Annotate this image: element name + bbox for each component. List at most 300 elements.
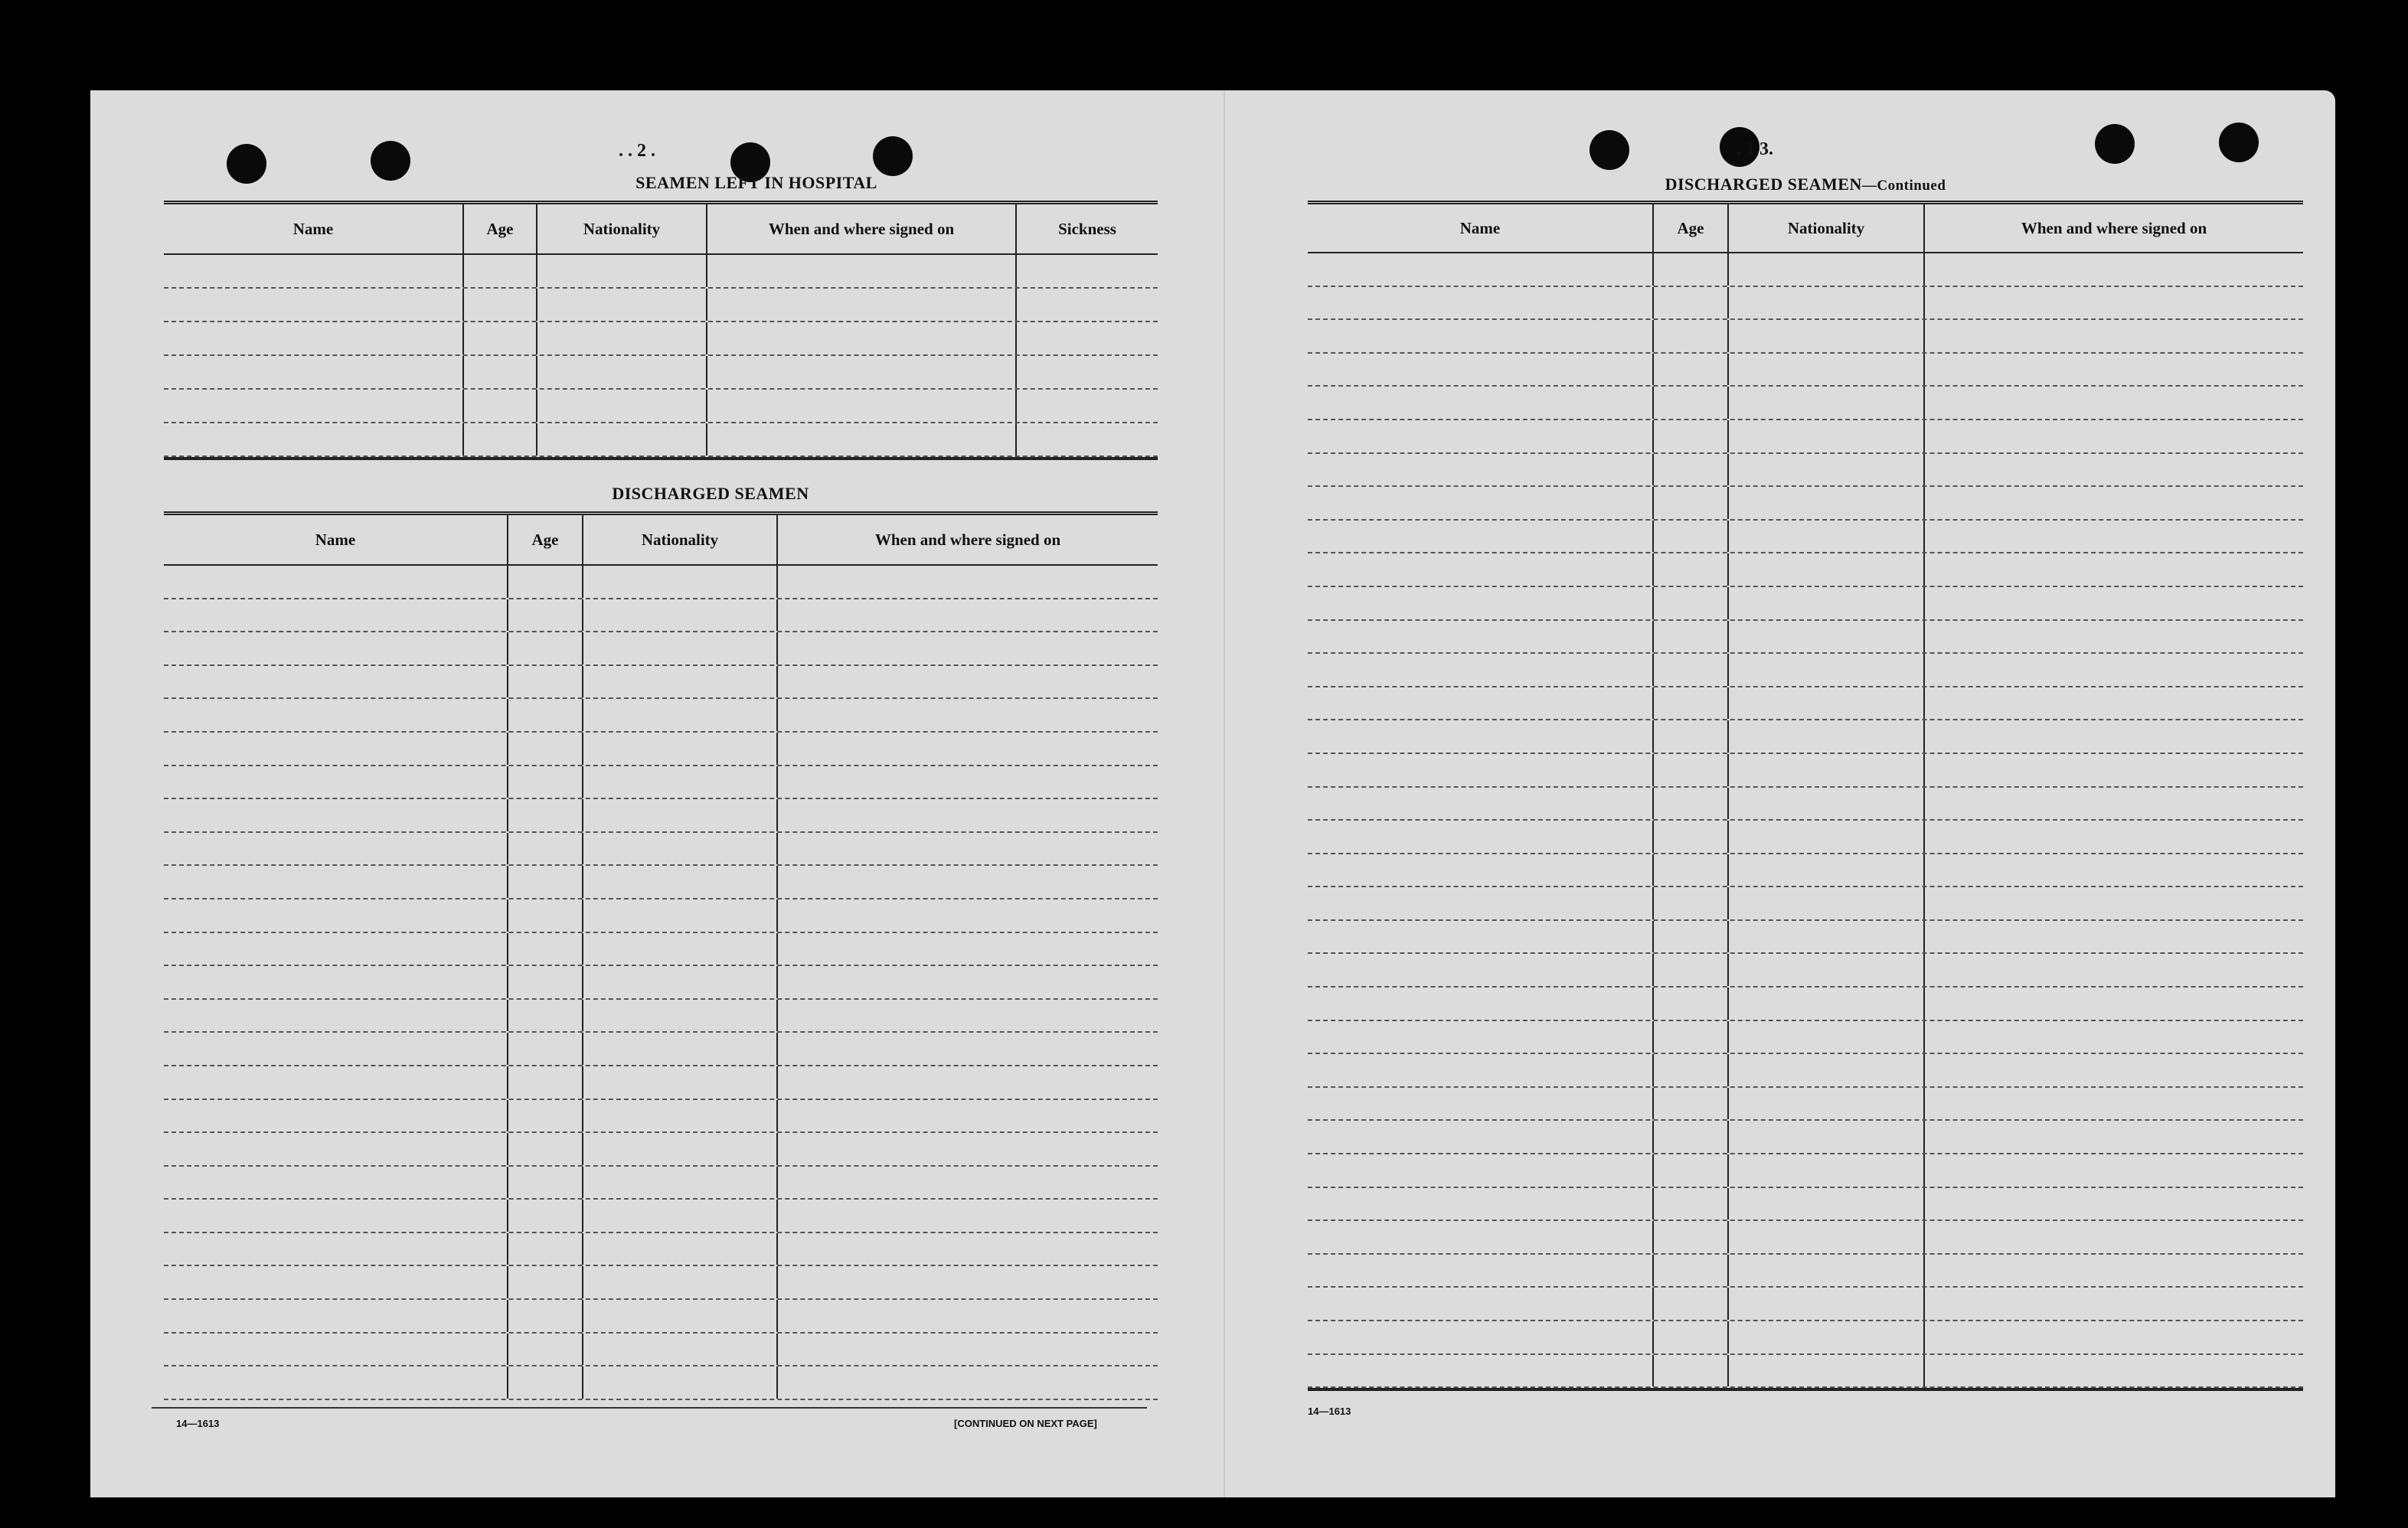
table-cell (164, 632, 508, 664)
table-row (164, 356, 1158, 390)
table-row (1308, 1021, 2303, 1055)
table-cell (537, 289, 707, 321)
table-row (164, 1300, 1158, 1334)
table-cell (1729, 553, 1925, 586)
table-cell (583, 899, 778, 932)
table-cell (508, 1167, 583, 1199)
table-cell (1925, 487, 2303, 519)
column-header-age: Age (508, 515, 583, 564)
column-header-signed-on: When and where signed on (874, 530, 1061, 549)
table-cell (1308, 754, 1654, 786)
table-cell (164, 699, 508, 731)
table-cell (508, 632, 583, 664)
table-cell (583, 1033, 778, 1065)
table-cell (508, 866, 583, 898)
table-cell (1654, 1355, 1729, 1387)
table-cell (1654, 921, 1729, 953)
table-cell (1308, 521, 1654, 553)
page-fold (1224, 90, 1225, 1497)
table-row (164, 1133, 1158, 1167)
table-row (1308, 621, 2303, 655)
table-cell (1654, 887, 1729, 919)
table-row (1308, 1321, 2303, 1355)
table-cell (707, 356, 1017, 388)
table-cell (508, 1100, 583, 1132)
table-cell (1017, 289, 1158, 321)
table-cell (1925, 354, 2303, 386)
table-cell (778, 699, 1158, 731)
table-row (164, 1100, 1158, 1134)
column-header-name: Name (164, 204, 464, 253)
table-cell (508, 1066, 583, 1099)
table-cell (164, 1366, 508, 1399)
table-row (1308, 1188, 2303, 1222)
column-header-age: Age (1654, 204, 1729, 252)
table-cell (1308, 1255, 1654, 1287)
table-row (164, 899, 1158, 933)
table-row (164, 1033, 1158, 1066)
table-cell (778, 566, 1158, 598)
table-cell (1654, 1321, 1729, 1353)
table-cell (583, 1366, 778, 1399)
table-cell (778, 1366, 1158, 1399)
table-row (1308, 387, 2303, 420)
table-row (164, 289, 1158, 322)
table-cell (1729, 320, 1925, 352)
table-cell (1308, 1221, 1654, 1253)
table-cell (778, 599, 1158, 632)
table-cell (508, 699, 583, 731)
table-cell (583, 1300, 778, 1332)
table-cell (1017, 255, 1158, 287)
table-cell (164, 866, 508, 898)
table-cell (1308, 988, 1654, 1020)
table-cell (583, 1100, 778, 1132)
table-cell (164, 833, 508, 865)
table-cell (164, 666, 508, 698)
table-cell (1308, 253, 1654, 286)
hospital-table-header (164, 204, 1158, 255)
table-cell (164, 1200, 508, 1232)
table-cell (464, 255, 537, 287)
table-row (1308, 253, 2303, 287)
table-cell (1654, 587, 1729, 619)
table-row (1308, 654, 2303, 687)
table-row (164, 666, 1158, 700)
table-cell (1729, 1121, 1925, 1153)
table-cell (164, 1100, 508, 1132)
table-row (1308, 687, 2303, 721)
table-cell (537, 356, 707, 388)
table-cell (1925, 687, 2303, 720)
section-title-text: DISCHARGED SEAMEN (1665, 175, 1862, 194)
table-cell (1654, 1121, 1729, 1153)
table-cell (1729, 253, 1925, 286)
table-cell (1925, 587, 2303, 619)
table-cell (1925, 287, 2303, 319)
table-cell (778, 966, 1158, 998)
column-header-signed-on: When and where signed on (707, 204, 1017, 253)
table-cell (1729, 521, 1925, 553)
table-cell (1654, 1255, 1729, 1287)
table-row (1308, 954, 2303, 988)
table-cell (707, 322, 1017, 354)
table-cell (1654, 487, 1729, 519)
table-cell (1654, 821, 1729, 853)
table-cell (164, 933, 508, 965)
table-cell (1729, 921, 1925, 953)
table-cell (508, 1233, 583, 1265)
table-cell (1925, 1188, 2303, 1220)
table-cell (1017, 423, 1158, 455)
table-cell (778, 1133, 1158, 1165)
table-cell (1308, 1121, 1654, 1153)
table-cell (583, 632, 778, 664)
table-cell (1925, 253, 2303, 286)
table-cell (1308, 921, 1654, 953)
table-cell (1729, 1088, 1925, 1120)
table-cell (1308, 1154, 1654, 1187)
hospital-section-title: SEAMEN LEFT IN HOSPITAL (635, 173, 877, 192)
table-cell (1925, 1121, 2303, 1153)
table-cell (1654, 954, 1729, 986)
table-cell (778, 799, 1158, 831)
table-cell (778, 1300, 1158, 1332)
section-title-suffix: —Continued (1861, 178, 1946, 194)
table-cell (1654, 1188, 1729, 1220)
hospital-table-body (164, 255, 1158, 460)
table-cell (1729, 720, 1925, 753)
table-cell (583, 866, 778, 898)
table-row (1308, 1121, 2303, 1154)
table-cell (1654, 1221, 1729, 1253)
document-paper (90, 90, 2335, 1497)
table-cell (707, 423, 1017, 455)
table-cell (164, 899, 508, 932)
table-row (1308, 287, 2303, 321)
table-row (1308, 854, 2303, 888)
table-cell (1654, 521, 1729, 553)
table-cell (583, 599, 778, 632)
discharged-continued-body (1308, 253, 2303, 1391)
table-cell (1308, 1088, 1654, 1120)
table-cell (508, 733, 583, 765)
table-cell (1017, 356, 1158, 388)
table-cell (778, 1000, 1158, 1032)
table-cell (1729, 354, 1925, 386)
table-cell (1308, 621, 1654, 653)
table-cell (164, 733, 508, 765)
table-row (164, 1200, 1158, 1233)
table-cell (1729, 454, 1925, 486)
table-row (164, 966, 1158, 1000)
table-cell (1925, 1088, 2303, 1120)
table-cell (1729, 1288, 1925, 1320)
table-cell (1925, 553, 2303, 586)
discharged-table-header (164, 515, 1158, 566)
table-cell (1308, 687, 1654, 720)
table-cell (1308, 487, 1654, 519)
table-row (164, 866, 1158, 899)
table-row (1308, 887, 2303, 921)
table-row (164, 566, 1158, 599)
table-row (1308, 420, 2303, 454)
table-cell (164, 799, 508, 831)
table-cell (1729, 621, 1925, 653)
table-cell (1925, 988, 2303, 1020)
table-cell (508, 833, 583, 865)
left-page (90, 90, 1216, 1497)
table-cell (464, 390, 537, 422)
table-cell (1308, 354, 1654, 386)
table-row (1308, 1255, 2303, 1288)
table-cell (164, 322, 464, 354)
table-row (1308, 1288, 2303, 1321)
table-row (1308, 921, 2303, 955)
table-cell (1925, 1054, 2303, 1086)
table-row (1308, 1221, 2303, 1255)
table-cell (164, 255, 464, 287)
table-cell (1308, 788, 1654, 820)
table-cell (778, 933, 1158, 965)
table-cell (778, 1033, 1158, 1065)
table-cell (1654, 320, 1729, 352)
table-cell (583, 799, 778, 831)
table-row (1308, 988, 2303, 1021)
table-cell (1308, 821, 1654, 853)
table-cell (1729, 754, 1925, 786)
table-cell (583, 1334, 778, 1366)
table-row (164, 322, 1158, 356)
table-row (164, 933, 1158, 967)
table-cell (583, 1000, 778, 1032)
table-cell (164, 1266, 508, 1298)
table-row (1308, 454, 2303, 488)
table-cell (778, 866, 1158, 898)
table-cell (778, 1100, 1158, 1132)
table-cell (1654, 654, 1729, 686)
table-cell (164, 1133, 508, 1165)
table-cell (164, 599, 508, 632)
table-row (1308, 821, 2303, 854)
table-cell (508, 1334, 583, 1366)
table-cell (1654, 387, 1729, 419)
table-cell (508, 933, 583, 965)
table-cell (508, 599, 583, 632)
table-cell (583, 966, 778, 998)
table-cell (508, 1200, 583, 1232)
table-cell (164, 1300, 508, 1332)
column-header-nationality: Nationality (1729, 204, 1925, 252)
table-cell (583, 666, 778, 698)
table-cell (537, 423, 707, 455)
table-cell (583, 833, 778, 865)
table-cell (508, 899, 583, 932)
table-cell (164, 1066, 508, 1099)
table-cell (464, 289, 537, 321)
table-cell (1654, 621, 1729, 653)
table-row (164, 833, 1158, 867)
table-row (1308, 788, 2303, 821)
table-cell (1308, 1321, 1654, 1353)
page-number: . 1 3. (1737, 139, 1773, 159)
table-cell (583, 766, 778, 798)
table-cell (1654, 253, 1729, 286)
discharged-continued-header (1308, 204, 2303, 253)
column-header-sickness: Sickness (1058, 219, 1116, 238)
table-row (1308, 1154, 2303, 1188)
table-cell (1308, 1188, 1654, 1220)
table-cell (1729, 387, 1925, 419)
table-cell (778, 1334, 1158, 1366)
table-cell (1925, 654, 2303, 686)
table-cell (778, 1266, 1158, 1298)
table-row (164, 699, 1158, 733)
table-cell (1654, 720, 1729, 753)
table-cell (508, 1300, 583, 1332)
table-cell (1925, 821, 2303, 853)
discharged-table (164, 511, 1158, 1400)
table-row (1308, 754, 2303, 788)
table-cell (778, 899, 1158, 932)
table-cell (1925, 521, 2303, 553)
table-cell (164, 356, 464, 388)
table-cell (1729, 1321, 1925, 1353)
table-row (1308, 587, 2303, 621)
table-cell (508, 1000, 583, 1032)
table-cell (1925, 1021, 2303, 1053)
table-row (164, 1167, 1158, 1200)
table-cell (164, 766, 508, 798)
discharged-continued-title (1591, 175, 2020, 194)
table-cell (778, 1200, 1158, 1232)
table-row (1308, 720, 2303, 754)
table-cell (508, 1266, 583, 1298)
table-row (164, 255, 1158, 289)
table-cell (583, 1233, 778, 1265)
table-cell (164, 1167, 508, 1199)
table-cell (1654, 287, 1729, 319)
table-cell (1654, 988, 1729, 1020)
discharged-continued-table (1308, 201, 2303, 1391)
table-cell (1017, 322, 1158, 354)
table-cell (1925, 1255, 2303, 1287)
hospital-table (164, 201, 1158, 460)
table-cell (1308, 1021, 1654, 1053)
footer-rule (152, 1407, 1147, 1409)
table-cell (707, 289, 1017, 321)
table-cell (508, 799, 583, 831)
table-row (164, 1000, 1158, 1033)
table-cell (1925, 420, 2303, 452)
table-cell (1654, 420, 1729, 452)
table-cell (1654, 1021, 1729, 1053)
table-cell (164, 423, 464, 455)
table-cell (583, 1133, 778, 1165)
table-cell (1729, 1021, 1925, 1053)
table-cell (583, 1266, 778, 1298)
table-cell (537, 255, 707, 287)
table-cell (508, 666, 583, 698)
column-header-signed-on: When and where signed on (2021, 218, 2207, 237)
table-cell (707, 255, 1017, 287)
table-row (164, 1066, 1158, 1100)
table-row (164, 423, 1158, 457)
table-cell (1729, 420, 1925, 452)
table-cell (1925, 1288, 2303, 1320)
column-header-nationality: Nationality (537, 204, 707, 253)
table-row (1308, 354, 2303, 387)
table-cell (1925, 754, 2303, 786)
table-cell (1925, 921, 2303, 953)
table-cell (583, 566, 778, 598)
table-cell (1729, 1355, 1925, 1387)
table-cell (164, 966, 508, 998)
table-cell (1308, 1355, 1654, 1387)
table-cell (1654, 1288, 1729, 1320)
table-cell (164, 1233, 508, 1265)
table-cell (508, 1366, 583, 1399)
table-cell (778, 666, 1158, 698)
table-cell (1654, 788, 1729, 820)
table-cell (164, 1000, 508, 1032)
table-cell (778, 1167, 1158, 1199)
table-row (164, 733, 1158, 766)
table-cell (1925, 788, 2303, 820)
table-cell (1017, 390, 1158, 422)
table-cell (164, 390, 464, 422)
table-cell (537, 390, 707, 422)
table-cell (1308, 954, 1654, 986)
table-cell (707, 390, 1017, 422)
table-cell (1654, 354, 1729, 386)
table-cell (583, 1066, 778, 1099)
table-cell (778, 1233, 1158, 1265)
table-row (164, 1233, 1158, 1267)
table-cell (1729, 1054, 1925, 1086)
table-cell (508, 1033, 583, 1065)
table-cell (537, 322, 707, 354)
table-cell (1654, 854, 1729, 886)
table-cell (1925, 954, 2303, 986)
table-cell (508, 566, 583, 598)
table-cell (1925, 387, 2303, 419)
table-cell (1925, 1355, 2303, 1387)
table-cell (1308, 854, 1654, 886)
column-header-name: Name (1308, 204, 1654, 252)
table-cell (1308, 720, 1654, 753)
table-row (164, 1366, 1158, 1400)
right-page (1285, 90, 2335, 1497)
table-cell (1654, 454, 1729, 486)
table-cell (1729, 654, 1925, 686)
table-cell (1308, 1054, 1654, 1086)
column-header-age: Age (464, 204, 537, 253)
table-cell (1308, 654, 1654, 686)
table-cell (1654, 1088, 1729, 1120)
table-cell (1654, 553, 1729, 586)
table-cell (1308, 553, 1654, 586)
table-row (164, 599, 1158, 633)
form-number: 14—1613 (176, 1418, 220, 1429)
page-number: . . 2 . (619, 141, 655, 161)
table-cell (1308, 587, 1654, 619)
table-cell (508, 1133, 583, 1165)
table-cell (1654, 1054, 1729, 1086)
table-cell (778, 1066, 1158, 1099)
table-cell (1654, 754, 1729, 786)
table-cell (1729, 1188, 1925, 1220)
